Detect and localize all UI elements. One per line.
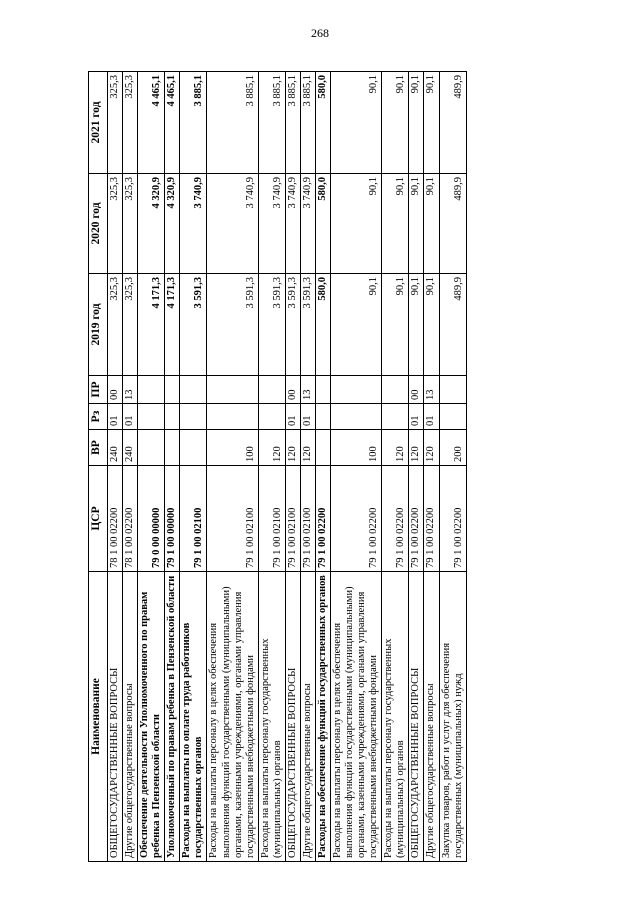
- cell-vr: [138, 430, 165, 466]
- cell-pr: [382, 376, 409, 404]
- cell-rz: [331, 404, 382, 430]
- cell-2020: 90,1: [382, 174, 409, 274]
- table-row: [138, 72, 165, 862]
- cell-csr: 79 1 00 02200: [409, 466, 424, 572]
- header-pr: ПР: [89, 376, 108, 404]
- header-2019: 2019 год: [89, 274, 108, 376]
- table-row: [300, 72, 315, 862]
- table-row: [331, 72, 382, 862]
- cell-csr: 78 1 00 02200: [123, 466, 138, 572]
- cell-pr: [165, 376, 180, 404]
- cell-2020: 90,1: [331, 174, 382, 274]
- cell-2021: 3 885,1: [285, 72, 300, 174]
- cell-rz: [138, 404, 165, 430]
- cell-2019: 580,0: [315, 274, 330, 376]
- budget-table: [88, 71, 467, 862]
- cell-csr: 79 1 00 02200: [424, 466, 439, 572]
- cell-name: Расходы на выплаты персоналу государственных (муниципальных) органов: [382, 572, 409, 862]
- cell-vr: 100: [331, 430, 382, 466]
- cell-csr: 79 1 00 02200: [315, 466, 330, 572]
- cell-2019: 90,1: [409, 274, 424, 376]
- cell-pr: 13: [123, 376, 138, 404]
- cell-name: ОБЩЕГОСУДАРСТВЕННЫЕ ВОПРОСЫ: [285, 572, 300, 862]
- cell-name: Расходы на обеспечение функций государственных органов: [315, 572, 330, 862]
- cell-vr: 120: [382, 430, 409, 466]
- table-row: [123, 72, 138, 862]
- cell-rz: [382, 404, 409, 430]
- cell-vr: 120: [285, 430, 300, 466]
- cell-name: Другие общегосударственные вопросы: [424, 572, 439, 862]
- cell-2019: 3 591,3: [300, 274, 315, 376]
- cell-rz: [315, 404, 330, 430]
- cell-2020: 325,3: [108, 174, 123, 274]
- table-row: [382, 72, 409, 862]
- cell-csr: 79 0 00 00000: [138, 466, 165, 572]
- cell-rz: [439, 404, 466, 430]
- cell-csr: 79 1 00 02200: [382, 466, 409, 572]
- cell-rz: 01: [424, 404, 439, 430]
- table-row: [315, 72, 330, 862]
- cell-2019: 3 591,3: [207, 274, 258, 376]
- cell-vr: [180, 430, 207, 466]
- table-row: [439, 72, 466, 862]
- cell-2021: 4 465,1: [138, 72, 165, 174]
- cell-rz: [180, 404, 207, 430]
- header-rz: Рз: [89, 404, 108, 430]
- cell-2020: 489,9: [439, 174, 466, 274]
- cell-vr: 240: [123, 430, 138, 466]
- cell-name: Расходы на выплаты по оплате труда работников государственных органов: [180, 572, 207, 862]
- cell-2019: 90,1: [424, 274, 439, 376]
- cell-pr: [207, 376, 258, 404]
- cell-2021: 90,1: [409, 72, 424, 174]
- cell-2020: 90,1: [424, 174, 439, 274]
- cell-vr: 120: [424, 430, 439, 466]
- cell-2020: 3 740,9: [258, 174, 285, 274]
- header-vr: ВР: [89, 430, 108, 466]
- cell-name: Обеспечение деятельности Уполномоченного по правам ребенка в Пензенской области: [138, 572, 165, 862]
- cell-csr: 78 1 00 02200: [108, 466, 123, 572]
- cell-2021: 325,3: [108, 72, 123, 174]
- table-row: [285, 72, 300, 862]
- cell-rz: 01: [409, 404, 424, 430]
- cell-rz: 01: [285, 404, 300, 430]
- cell-vr: 120: [300, 430, 315, 466]
- cell-pr: [180, 376, 207, 404]
- cell-2019: 325,3: [108, 274, 123, 376]
- cell-2021: 90,1: [382, 72, 409, 174]
- cell-pr: [439, 376, 466, 404]
- cell-2021: 580,0: [315, 72, 330, 174]
- cell-csr: 79 1 00 02100: [258, 466, 285, 572]
- cell-2020: 325,3: [123, 174, 138, 274]
- cell-2019: 90,1: [382, 274, 409, 376]
- cell-rz: [258, 404, 285, 430]
- cell-csr: 79 1 00 02100: [207, 466, 258, 572]
- cell-2021: 90,1: [331, 72, 382, 174]
- header-name: Наименование: [89, 572, 108, 862]
- header-2020: 2020 год: [89, 174, 108, 274]
- cell-csr: 79 1 00 02200: [331, 466, 382, 572]
- cell-2020: 4 320,9: [138, 174, 165, 274]
- cell-2020: 90,1: [409, 174, 424, 274]
- cell-rz: [207, 404, 258, 430]
- cell-2020: 3 740,9: [285, 174, 300, 274]
- cell-2020: 3 740,9: [300, 174, 315, 274]
- cell-rz: 01: [123, 404, 138, 430]
- cell-name: Уполномоченный по правам ребенка в Пензенской области: [165, 572, 180, 862]
- cell-2021: 325,3: [123, 72, 138, 174]
- cell-vr: 200: [439, 430, 466, 466]
- cell-name: ОБЩЕГОСУДАРСТВЕННЫЕ ВОПРОСЫ: [108, 572, 123, 862]
- table-row: [180, 72, 207, 862]
- cell-vr: 100: [207, 430, 258, 466]
- cell-2020: 4 320,9: [165, 174, 180, 274]
- cell-2019: 3 591,3: [180, 274, 207, 376]
- cell-name: Расходы на выплаты персоналу государственных (муниципальных) органов: [258, 572, 285, 862]
- table-row: [108, 72, 123, 862]
- cell-2021: 3 885,1: [258, 72, 285, 174]
- cell-pr: 00: [108, 376, 123, 404]
- cell-2019: 3 591,3: [285, 274, 300, 376]
- cell-pr: 13: [424, 376, 439, 404]
- table-row: [424, 72, 439, 862]
- cell-name: ОБЩЕГОСУДАРСТВЕННЫЕ ВОПРОСЫ: [409, 572, 424, 862]
- cell-csr: 79 1 00 02100: [180, 466, 207, 572]
- cell-2020: 580,0: [315, 174, 330, 274]
- cell-csr: 79 1 00 02200: [439, 466, 466, 572]
- cell-2019: 325,3: [123, 274, 138, 376]
- cell-pr: [331, 376, 382, 404]
- cell-2021: 90,1: [424, 72, 439, 174]
- cell-pr: 13: [300, 376, 315, 404]
- table-row: [409, 72, 424, 862]
- cell-2021: 3 885,1: [180, 72, 207, 174]
- cell-2021: 489,9: [439, 72, 466, 174]
- cell-2019: 4 171,3: [165, 274, 180, 376]
- cell-rz: 01: [108, 404, 123, 430]
- cell-pr: 00: [409, 376, 424, 404]
- cell-pr: 00: [285, 376, 300, 404]
- cell-vr: 120: [409, 430, 424, 466]
- cell-2019: 489,9: [439, 274, 466, 376]
- cell-name: Другие общегосударственные вопросы: [123, 572, 138, 862]
- cell-name: Расходы на выплаты персоналу в целях обеспечения выполнения функций государственными (муниципальными) органами, казенными учреждениями, органами управления государственными внебюджетными фондами: [207, 572, 258, 862]
- cell-name: Расходы на выплаты персоналу в целях обеспечения выполнения функций государственными (муниципальными) органами, казенными учреждениями, органами управления государственными внебюджетными фондами: [331, 572, 382, 862]
- cell-2019: 90,1: [331, 274, 382, 376]
- rotated-table-container: [88, 72, 548, 862]
- cell-2021: 3 885,1: [207, 72, 258, 174]
- cell-csr: 79 1 00 02100: [285, 466, 300, 572]
- header-2021: 2021 год: [89, 72, 108, 174]
- cell-2021: 4 465,1: [165, 72, 180, 174]
- cell-pr: [138, 376, 165, 404]
- table-row: [165, 72, 180, 862]
- cell-pr: [258, 376, 285, 404]
- cell-2020: 3 740,9: [180, 174, 207, 274]
- cell-pr: [315, 376, 330, 404]
- cell-2019: 3 591,3: [258, 274, 285, 376]
- cell-name: Закупка товаров, работ и услуг для обеспечения государственных (муниципальных) нужд: [439, 572, 466, 862]
- table-row: [207, 72, 258, 862]
- cell-csr: 79 1 00 02100: [300, 466, 315, 572]
- cell-2021: 3 885,1: [300, 72, 315, 174]
- header-csr: ЦСР: [89, 466, 108, 572]
- cell-rz: 01: [300, 404, 315, 430]
- cell-csr: 79 1 00 00000: [165, 466, 180, 572]
- cell-vr: [165, 430, 180, 466]
- table-header-row: [89, 72, 108, 862]
- cell-2020: 3 740,9: [207, 174, 258, 274]
- page-number: 268: [311, 26, 329, 40]
- table-row: [258, 72, 285, 862]
- cell-vr: 240: [108, 430, 123, 466]
- cell-2019: 4 171,3: [138, 274, 165, 376]
- cell-vr: [315, 430, 330, 466]
- cell-name: Другие общегосударственные вопросы: [300, 572, 315, 862]
- cell-vr: 120: [258, 430, 285, 466]
- cell-rz: [165, 404, 180, 430]
